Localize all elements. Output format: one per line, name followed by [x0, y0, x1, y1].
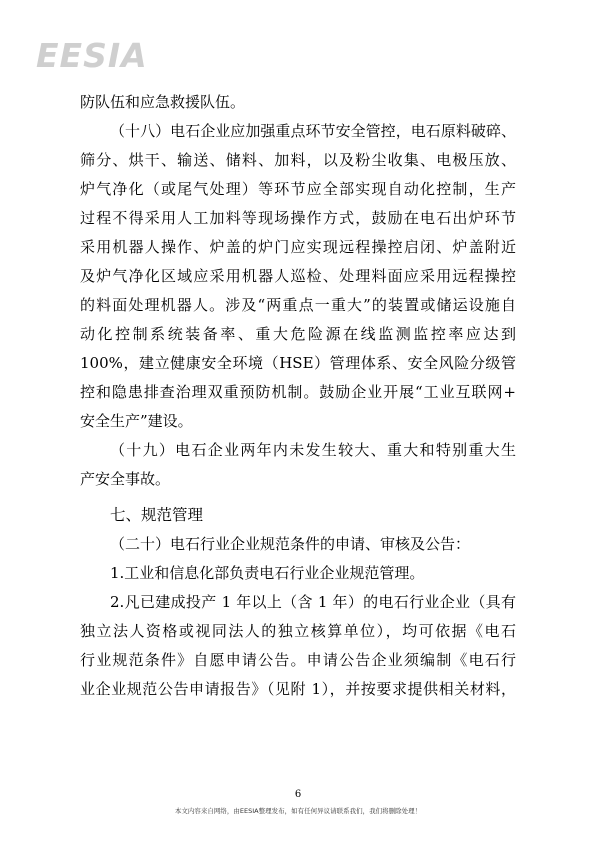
body-text-line: 动化控制系统装备率、重大危险源在线监测监控率应达到: [80, 325, 516, 343]
body-text-line: 筛分、烘干、输送、储料、加料，以及粉尘收集、电极压放、: [80, 151, 516, 169]
body-text-line: （十九）电石企业两年内未发生较大、重大和特别重大生: [110, 441, 516, 459]
section-heading: 七、规范管理: [110, 506, 204, 524]
body-text-line: 的料面处理机器人。涉及“两重点一重大”的装置或储运设施自: [80, 296, 516, 314]
page-number: 6: [294, 789, 302, 800]
body-text-line: 采用机器人操作、炉盖的炉门应实现远程操控启闭、炉盖附近: [80, 238, 516, 256]
body-text-line: 业企业规范公告申请报告》（见附 1），并按要求提供相关材料，: [80, 680, 516, 698]
body-text-line: 100%，建立健康安全环境（HSE）管理体系、安全风险分级管: [80, 354, 516, 372]
body-text-line: 安全生产”建设。: [80, 412, 193, 430]
body-text-line: 行业规范条件》自愿申请公告。申请公告企业须编制《电石行: [80, 651, 516, 669]
body-text-line: （十八）电石企业应加强重点环节安全管控，电石原料破碎、: [110, 122, 516, 140]
body-text-line: 炉气净化（或尾气处理）等环节应全部实现自动化控制，生产: [80, 180, 516, 198]
body-text-line: 2.凡已建成投产 1 年以上（含 1 年）的电石行业企业（具有: [110, 593, 516, 611]
document-body: [80, 88, 516, 704]
eesia-logo: EESIA: [36, 36, 148, 75]
body-text-line: 产安全事故。: [80, 470, 171, 488]
body-text-line: 及炉气净化区域应采用机器人巡检、处理料面应采用远程操控: [80, 267, 516, 285]
body-text-line: （二十）电石行业企业规范条件的申请、审核及公告：: [110, 535, 471, 553]
body-text-line: 过程不得采用人工加料等现场操作方式，鼓励在电石出炉环节: [80, 209, 516, 227]
body-text-line: 独立法人资格或视同法人的独立核算单位），均可依据《电石: [80, 622, 516, 640]
body-text-line: 1.工业和信息化部负责电石行业企业规范管理。: [110, 564, 425, 582]
body-text-line: 防队伍和应急救援队伍。: [80, 93, 246, 111]
footer-disclaimer: 本文内容来自网络，由EESIA整理发布，如有任何异议请联系我们，我们将删除处理！: [174, 807, 422, 815]
body-text-line: 控和隐患排查治理双重预防机制。鼓励企业开展“工业互联网+: [80, 383, 516, 401]
